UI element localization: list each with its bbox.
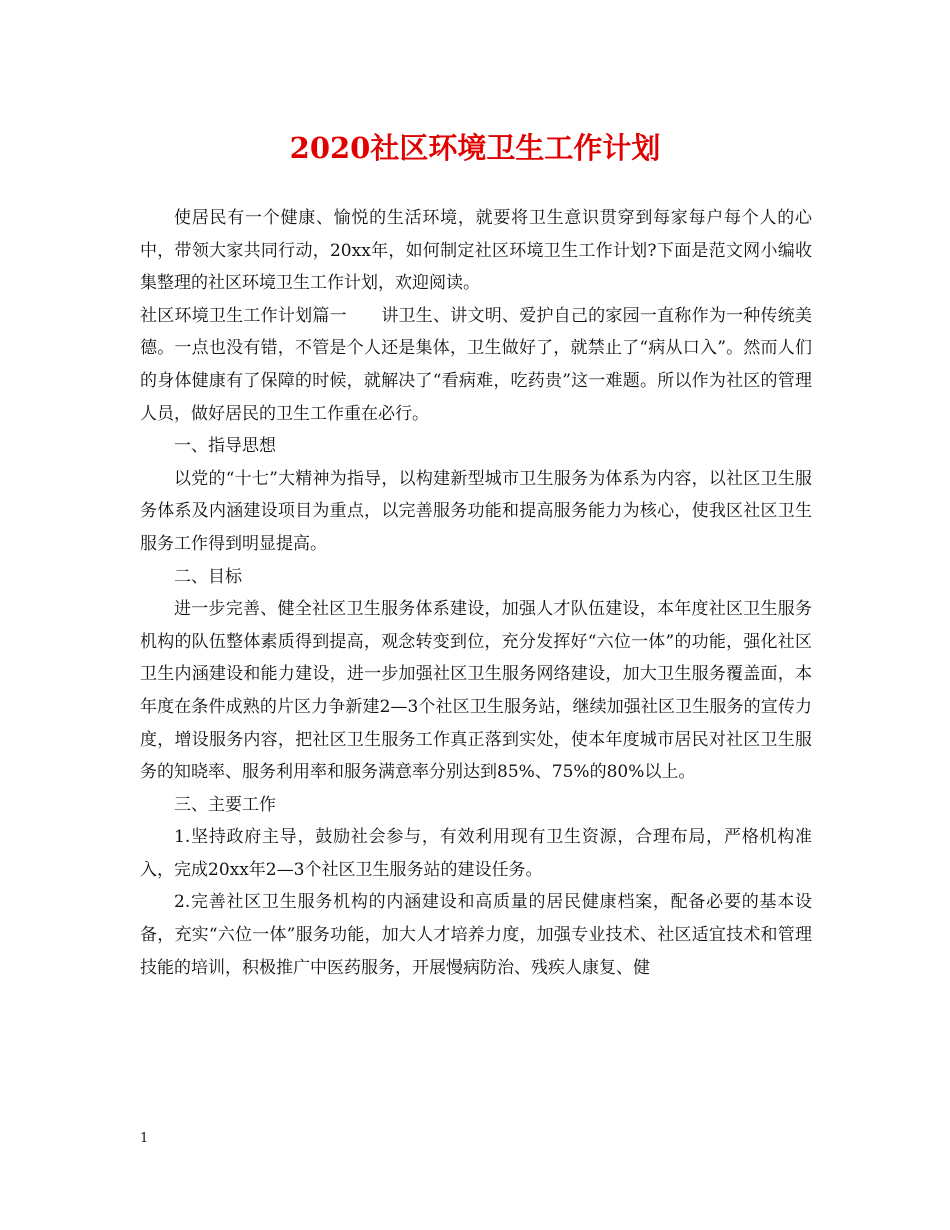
- document-body: [140, 202, 812, 984]
- section-heading-guiding-ideology: 一、指导思想: [174, 436, 276, 457]
- paragraph-intro: 使居民有一个健康、愉悦的生活环境，就要将卫生意识贯穿到每家每户每个人的心中，带领大家共同行动，20xx年，如何制定社区环境卫生工作计划?下面是范文网小编收集整理的社区环境卫生工作计划，欢迎阅读。: [140, 208, 812, 294]
- section-heading-goals: 二、目标: [174, 566, 242, 587]
- page-title: 2020社区环境卫生工作计划: [289, 131, 661, 165]
- paragraph-goals: 进一步完善、健全社区卫生服务体系建设，加强人才队伍建设，本年度社区卫生服务机构的队伍整体素质得到提高，观念转变到位，充分发挥好“六位一体”的功能，强化社区卫生内涵建设和能力建设，进一步加强社区卫生服务网络建设，加大卫生服务覆盖面，本年度在条件成熟的片区力争新建2—3个社区卫生服务站，继续加强社区卫生服务的宣传力度，增设服务内容，把社区卫生服务工作真正落到实处，使本年度城市居民对社区卫生服务的知晓率、服务利用率和服务满意率分别达到85%、75%的80%以上。: [140, 599, 812, 783]
- paragraph-plan-one: 社区环境卫生工作计划篇一 讲卫生、讲文明、爱护自己的家园一直称作为一种传统美德。一点也没有错，不管是个人还是集体，卫生做好了，就禁止了“病从口入”。然而人们的身体健康有了保障的时候，就解决了“看病难，吃药贵”这一难题。所以作为社区的管理人员，做好居民的卫生工作重在必行。: [140, 305, 812, 424]
- paragraph-main-work-1: 1.坚持政府主导，鼓励社会参与，有效利用现有卫生资源，合理布局，严格机构准入，完成20xx年2—3个社区卫生服务站的建设任务。: [140, 827, 812, 880]
- page-number: 1: [140, 1131, 149, 1146]
- paragraph-guiding-ideology: 以党的“十七”大精神为指导，以构建新型城市卫生服务为体系为内容，以社区卫生服务体系及内涵建设项目为重点，以完善服务功能和提高服务能力为核心，使我区社区卫生服务工作得到明显提高。: [140, 468, 812, 554]
- paragraph-main-work-2: 2.完善社区卫生服务机构的内涵建设和高质量的居民健康档案，配备必要的基本设备，充实“六位一体”服务功能，加大人才培养力度，加强专业技术、社区适宜技术和管理技能的培训，积极推广中医药服务，开展慢病防治、残疾人康复、健: [140, 892, 812, 978]
- section-heading-main-work: 三、主要工作: [174, 794, 276, 815]
